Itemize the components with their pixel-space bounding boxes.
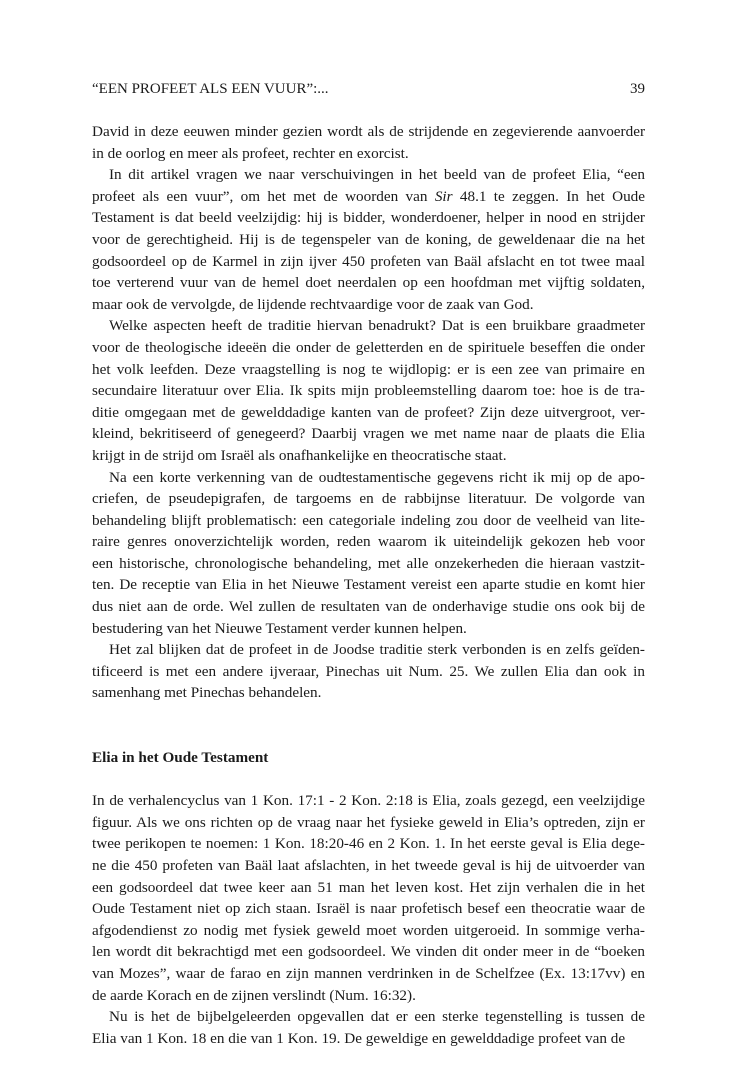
- text-line: Testament is dat beeld veelzijdig: hij is bidder, wonderdoener, helper in nood en strijder: [92, 209, 645, 227]
- text-line: kleind, bekritiseerd of genegeerd? Daarbij vragen we met name naar de plaats die Elia: [92, 425, 645, 443]
- running-header: [92, 78, 645, 100]
- text-line: voor de theologische ideeën die onder de geletterden en de spirituele beseffen die onder: [92, 338, 645, 356]
- text-line: David in deze eeuwen minder gezien wordt als de strijdende en zegevierende aanvoerder: [92, 123, 645, 140]
- article-body: [92, 121, 645, 1049]
- text-line: Welke aspecten heeft de traditie hiervan benadrukt? Dat is een bruikbare graadmeter: [109, 317, 645, 335]
- text-line: ten. De receptie van Elia in het Nieuwe Testament vereist een aparte studie en komt hier: [92, 576, 645, 594]
- text-line: voor de gerechtigheid. Hij is de tegenspeler van de koning, de geweldenaar die na het: [92, 230, 645, 248]
- text-line: een historische, chronologische behandeling, met alle onzekerheden die hieraan vastzit-: [92, 554, 645, 572]
- text-line: Na een korte verkenning van de oudtestamentische gegevens richt ik mij op de apo-: [109, 468, 645, 486]
- text-line: criefen, de pseudepigrafen, de targoems en de rabbijnse literatuur. De volgorde van: [92, 490, 645, 508]
- text-line: dus niet aan de orde. Wel zullen de resultaten van de onderhavige studie ons ook bij de: [92, 598, 645, 616]
- text-line: het volk leefden. Deze vraagstelling is nog te wijdlopig: er is een zee van primaire en: [92, 360, 645, 378]
- section-paragraphs: [92, 790, 645, 1049]
- text-line: afgodendienst zo nodig met fysiek geweld moet worden uitgeroeid. In sommige verha-: [92, 921, 645, 939]
- text-line: Elia van 1 Kon. 18 en die van 1 Kon. 19. De geweldige en gewelddadige profeet van de: [92, 1029, 626, 1047]
- text-line: tificeerd is met een andere ijveraar, Pinechas uit Num. 25. We zullen Elia dan ook in: [92, 662, 645, 680]
- text-line: godsoordeel op de Karmel in zijn ijver 450 profeten van Baäl afslacht en tot twee maal: [92, 252, 645, 270]
- text-line: de aarde Korach en de zijnen verslindt (Num. 16:32).: [92, 986, 416, 1004]
- text-line: raire genres onoverzichtelijk worden, reden waarom ik uiteindelijk gekozen heb voor: [92, 533, 645, 551]
- text-line: samenhang met Pinechas behandelen.: [92, 684, 322, 702]
- text-line: een godsoordeel dat twee keer aan 51 man het leven kost. Het zijn verhalen die in het: [92, 878, 645, 896]
- text-line: ne die 450 profeten van Baäl laat afslachten, in het tweede geval is hij de uitvoerder van: [92, 857, 645, 874]
- text-line: profeet als een vuur”, om het met de woorden van Sir 48.1 te zeggen. In het Oude: [92, 187, 645, 205]
- text-line: len wordt dit bekrachtigd met een godsoordeel. We vinden dit onder meer in de “boeken: [92, 943, 645, 961]
- text-line: Nu is het de bijbelgeleerden opgevallen dat er een sterke tegenstelling is tussen de: [109, 1008, 645, 1026]
- text-line: Oude Testament niet op zich staan. Israël is naar profetisch besef een theocratie waar de: [92, 900, 645, 918]
- running-title: “EEN PROFEET ALS EEN VUUR”:...: [92, 81, 329, 97]
- text-line: ditie omgegaan met de gewelddadige kanten van de profeet? Zijn deze uitvergroot, ver-: [92, 403, 645, 421]
- text-line: secundaire literatuur over Elia. Ik spits mijn probleemstelling daarom toe: hoe is de tra-: [92, 382, 645, 400]
- intro-paragraphs: [92, 121, 645, 704]
- text-line: toe verterend vuur van de hemel doet neerdalen op een hoofdman met vijftig soldaten,: [92, 274, 645, 292]
- text-line: behandeling blijft problematisch: een categoriale indeling zou door de veelheid van lite-: [92, 511, 645, 529]
- text-line: in de oorlog en meer als profeet, rechter en exorcist.: [92, 144, 409, 162]
- text-line: maar ook de vervolgde, de lijdende rechtvaardige voor de zaak van God.: [92, 295, 534, 313]
- text-line: twee perikopen te noemen: 1 Kon. 18:20-46 en 2 Kon. 1. In het eerste geval is Elia dege-: [92, 835, 645, 853]
- text-line: Het zal blijken dat de profeet in de Joodse traditie sterk verbonden is en zelfs geïden-: [109, 641, 645, 659]
- section-heading: Elia in het Oude Testament: [92, 749, 269, 767]
- text-line: bestudering van het Nieuwe Testament verder kunnen helpen.: [92, 619, 467, 637]
- text-line: van Mozes”, waar de farao en zijn mannen verdrinken in de Schelfzee (Ex. 13:17vv) en: [92, 964, 645, 982]
- text-line: In dit artikel vragen we naar verschuivingen in het beeld van de profeet Elia, “een: [109, 166, 645, 184]
- page-number: 39: [630, 81, 645, 97]
- text-line: figuur. Als we ons richten op de vraag naar het fysieke geweld in Elia’s optreden, zijn er: [92, 813, 645, 831]
- text-line: In de verhalencyclus van 1 Kon. 17:1 - 2 Kon. 2:18 is Elia, zoals gezegd, een veelzijdige: [92, 792, 645, 810]
- text-line: krijgt in de strijd om Israël als onafhankelijke en theocratische staat.: [92, 446, 507, 464]
